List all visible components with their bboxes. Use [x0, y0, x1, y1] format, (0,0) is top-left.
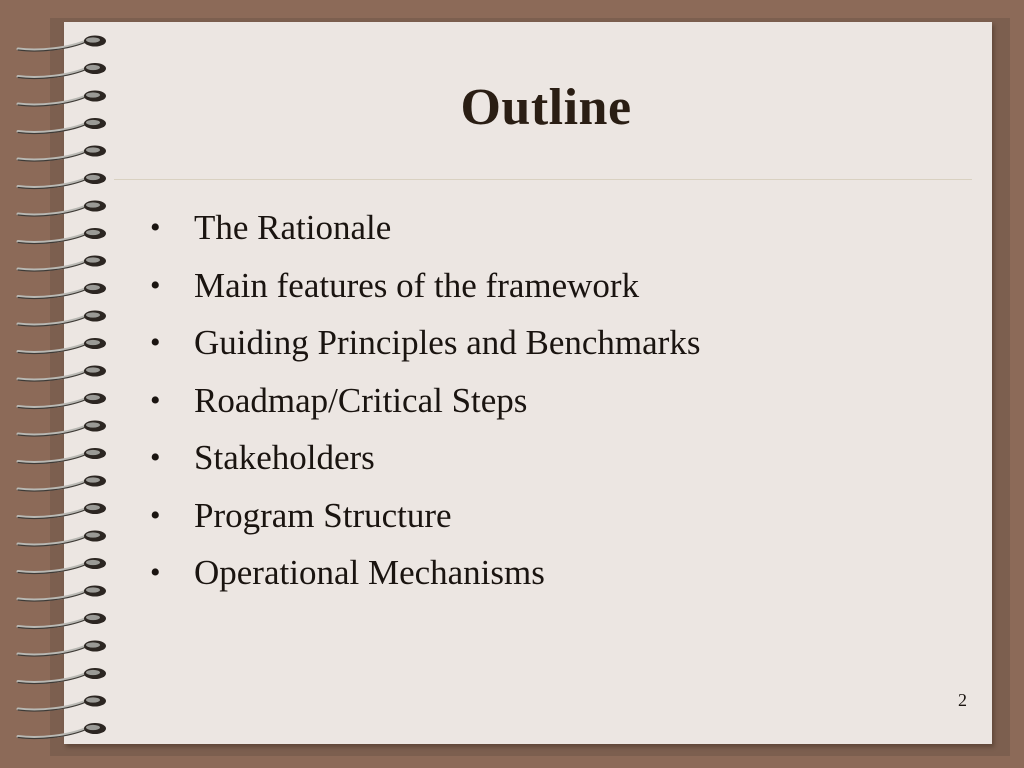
spiral-ring	[18, 63, 106, 79]
bullet-icon: •	[150, 441, 161, 474]
bullet-text: Program Structure	[194, 495, 452, 535]
bullet-item-roadmap	[150, 375, 700, 433]
bullet-item-stakeholders	[150, 432, 700, 490]
bullet-list	[150, 202, 700, 605]
spiral-ring	[18, 366, 106, 382]
spiral-ring	[18, 558, 106, 574]
spiral-ring	[18, 668, 106, 684]
bullet-item-operational-mechanisms	[150, 547, 700, 605]
spiral-ring	[18, 311, 106, 327]
spiral-ring	[18, 393, 106, 409]
spiral-ring	[18, 476, 106, 492]
bullet-text: Guiding Principles and Benchmarks	[194, 323, 701, 362]
slide-title: Outline	[460, 79, 632, 136]
spiral-ring	[18, 228, 106, 244]
spiral-ring	[18, 641, 106, 657]
spiral-ring	[18, 586, 106, 602]
spiral-ring	[18, 421, 106, 437]
spiral-ring	[18, 723, 106, 739]
bullet-item-program-structure	[150, 490, 700, 548]
bullet-icon: •	[150, 498, 161, 532]
bullet-text: Stakeholders	[194, 438, 375, 477]
spiral-ring	[18, 36, 106, 52]
spiral-ring	[18, 283, 106, 299]
spiral-ring	[18, 531, 106, 547]
spiral-ring	[18, 503, 106, 519]
bullet-icon: •	[150, 383, 161, 417]
bullet-icon: •	[150, 326, 161, 359]
bullet-icon: •	[150, 211, 161, 244]
bullet-text: Roadmap/Critical Steps	[194, 380, 528, 420]
spiral-ring	[18, 696, 106, 712]
spiral-ring	[18, 173, 106, 189]
spiral-ring	[18, 613, 106, 629]
bullet-text: The Rationale	[194, 208, 392, 247]
bullet-item-guiding-principles	[150, 317, 700, 375]
bullet-text: Operational Mechanisms	[194, 553, 545, 592]
spiral-ring	[18, 448, 106, 464]
bullet-text: Main features of the framework	[194, 265, 640, 305]
bullet-icon: •	[150, 268, 161, 302]
bullet-item-rationale	[150, 202, 700, 260]
bullet-item-main-features	[150, 260, 700, 318]
spiral-ring	[18, 201, 106, 217]
spiral-ring	[18, 338, 106, 354]
spiral-ring	[18, 146, 106, 162]
bullet-icon: •	[150, 556, 161, 589]
page-number: 2	[958, 690, 967, 710]
title-divider	[114, 179, 972, 180]
spiral-ring	[18, 256, 106, 272]
